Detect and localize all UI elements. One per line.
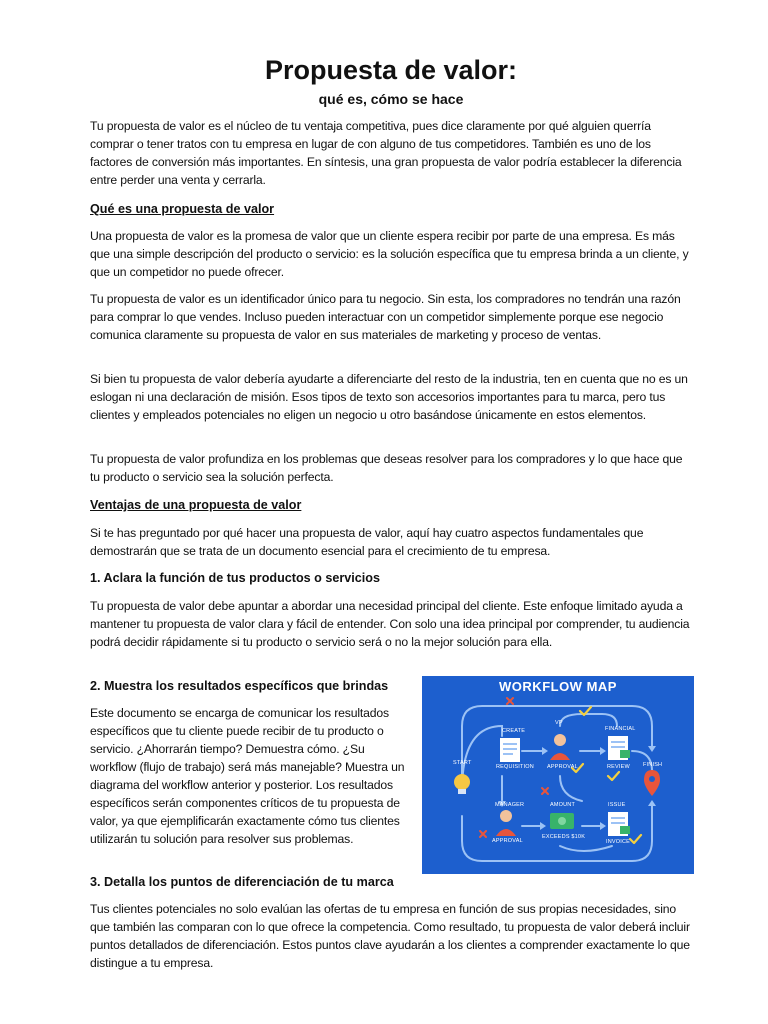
check-icon [630, 835, 641, 843]
cross-icon [542, 788, 548, 794]
label-vp-approval: APPROVAL [547, 764, 578, 770]
flow-arrowheads [498, 746, 656, 830]
review-document-icon [608, 736, 630, 760]
intro-paragraph: Tu propuesta de valor es el núcleo de tu ventaja competitiva, pues dice claramente por qué alguien querría comprar o tener tratos con tu empresa en lugar de con alguno de tus competidores. También es uno de los factores de conversión más importantes. En síntesis, una gran propuesta de valor podría establecer la diferencia entre perder una venta y cerrarla. [90, 119, 682, 187]
item-text-2: Este documento se encarga de comunicar los resultados específicos que tu cliente puede recibir de tu producto o servicio. ¿Ahorrarán tiempo? Demuestra cómo. ¿Su workflow (flujo de trabajo) será más manejable? Muestra un diagrama del workflow anterior y posterior. Los resultados específicos serán componentes críticos de tu propuesta de valor, ya que ejemplificarán exactamente cómo tus clientes utilizarán tu solución para resolver sus problemas. [90, 706, 405, 846]
item-heading-3: 3. Detalla los puntos de diferenciación de tu marca [90, 875, 394, 889]
workflow-map-diagram [422, 676, 694, 874]
workflow-map-figure [422, 676, 694, 874]
lightbulb-icon [454, 774, 470, 794]
label-financial: FINANCIAL [605, 726, 636, 732]
cross-icon [480, 831, 486, 837]
paragraph-not-slogan: Si bien tu propuesta de valor debería ayudarte a diferenciarte del resto de la industria, ten en cuenta que no es un eslogan ni una declaración de misión. Esos tipos de texto son accesorios importantes para tu marca, pero tus clientes y empleados potenciales no eligen un negocio u otro basándose únicamente en estos elementos. [90, 372, 688, 422]
paragraph-problems: Tu propuesta de valor profundiza en los problemas que deseas resolver para los compradores y lo que hace que tu producto o servicio sea la solución perfecta. [90, 452, 683, 484]
check-icon [608, 772, 619, 780]
label-invoice: INVOICE [606, 839, 631, 845]
label-finish: FINISH [643, 762, 663, 768]
label-manager-approval: APPROVAL [492, 838, 523, 844]
page-subtitle: qué es, cómo se hace [318, 91, 464, 107]
label-issue: ISSUE [608, 802, 626, 808]
cross-icon [507, 698, 513, 704]
money-icon [550, 813, 574, 829]
label-exceeds: EXCEEDS $10K [542, 834, 586, 840]
section-heading-what-is: Qué es una propuesta de valor [90, 202, 275, 216]
label-review: REVIEW [607, 764, 630, 770]
page-title: Propuesta de valor: [264, 55, 518, 85]
vp-person-icon [550, 734, 570, 760]
location-pin-icon [644, 770, 660, 796]
item-text-3: Tus clientes potenciales no solo evalúan las ofertas de tu empresa en función de sus propias necesidades, sino que también las comparan con lo que ofrece la competencia. Como resultado, tu propuesta de valor deberá incluir puntos detallados de diferenciación. Estos puntos clave ayudarán a los clientes a comprender exactamente lo que distingue a tu empresa. [90, 902, 690, 970]
label-amount: AMOUNT [550, 802, 576, 808]
item-heading-1: 1. Aclara la función de tus productos o servicios [90, 571, 380, 585]
label-requisition: REQUISITION [496, 764, 534, 770]
paragraph-identifier: Tu propuesta de valor es un identificador único para tu negocio. Sin esta, los compradores no tendrán una razón para comprar lo que vendes. Incluso pueden interactuar con un competidor simplemente porque ese negocio comunica claramente su propuesta de valor en sus materiales de marketing y proceso de ventas. [90, 292, 681, 342]
item-text-1: Tu propuesta de valor debe apuntar a abordar una necesidad principal del cliente. Este enfoque limitado ayuda a mantener tu propuesta de valor clara y fácil de entender. Con solo una idea principal por comprender, tu audiencia podrá decidir rápidamente si tu producto o servicio será o no la mejor solución para ella. [90, 599, 690, 649]
label-vp: VP [555, 720, 563, 726]
document-icon [500, 738, 520, 762]
manager-person-icon [496, 810, 516, 836]
invoice-icon [608, 812, 630, 836]
paragraph-advantages-intro: Si te has preguntado por qué hacer una propuesta de valor, aquí hay cuatro aspectos fundamentales que demostrarán que se trata de un documento esencial para el crecimiento de tu empresa. [90, 526, 644, 558]
item-heading-2: 2. Muestra los resultados específicos que brindas [90, 679, 389, 693]
section-heading-advantages: Ventajas de una propuesta de valor [90, 498, 302, 512]
label-manager: MANAGER [495, 802, 525, 808]
label-start: START [453, 760, 472, 766]
workflow-map-title: WORKFLOW MAP [499, 679, 617, 694]
label-create: CREATE [502, 728, 526, 734]
paragraph-definition: Una propuesta de valor es la promesa de valor que un cliente espera recibir por parte de una empresa. Es más que una simple descripción del producto o servicio: es la solución específica que tu empresa brinda a un cliente, y que un competidor no puede ofrecer. [90, 229, 689, 279]
